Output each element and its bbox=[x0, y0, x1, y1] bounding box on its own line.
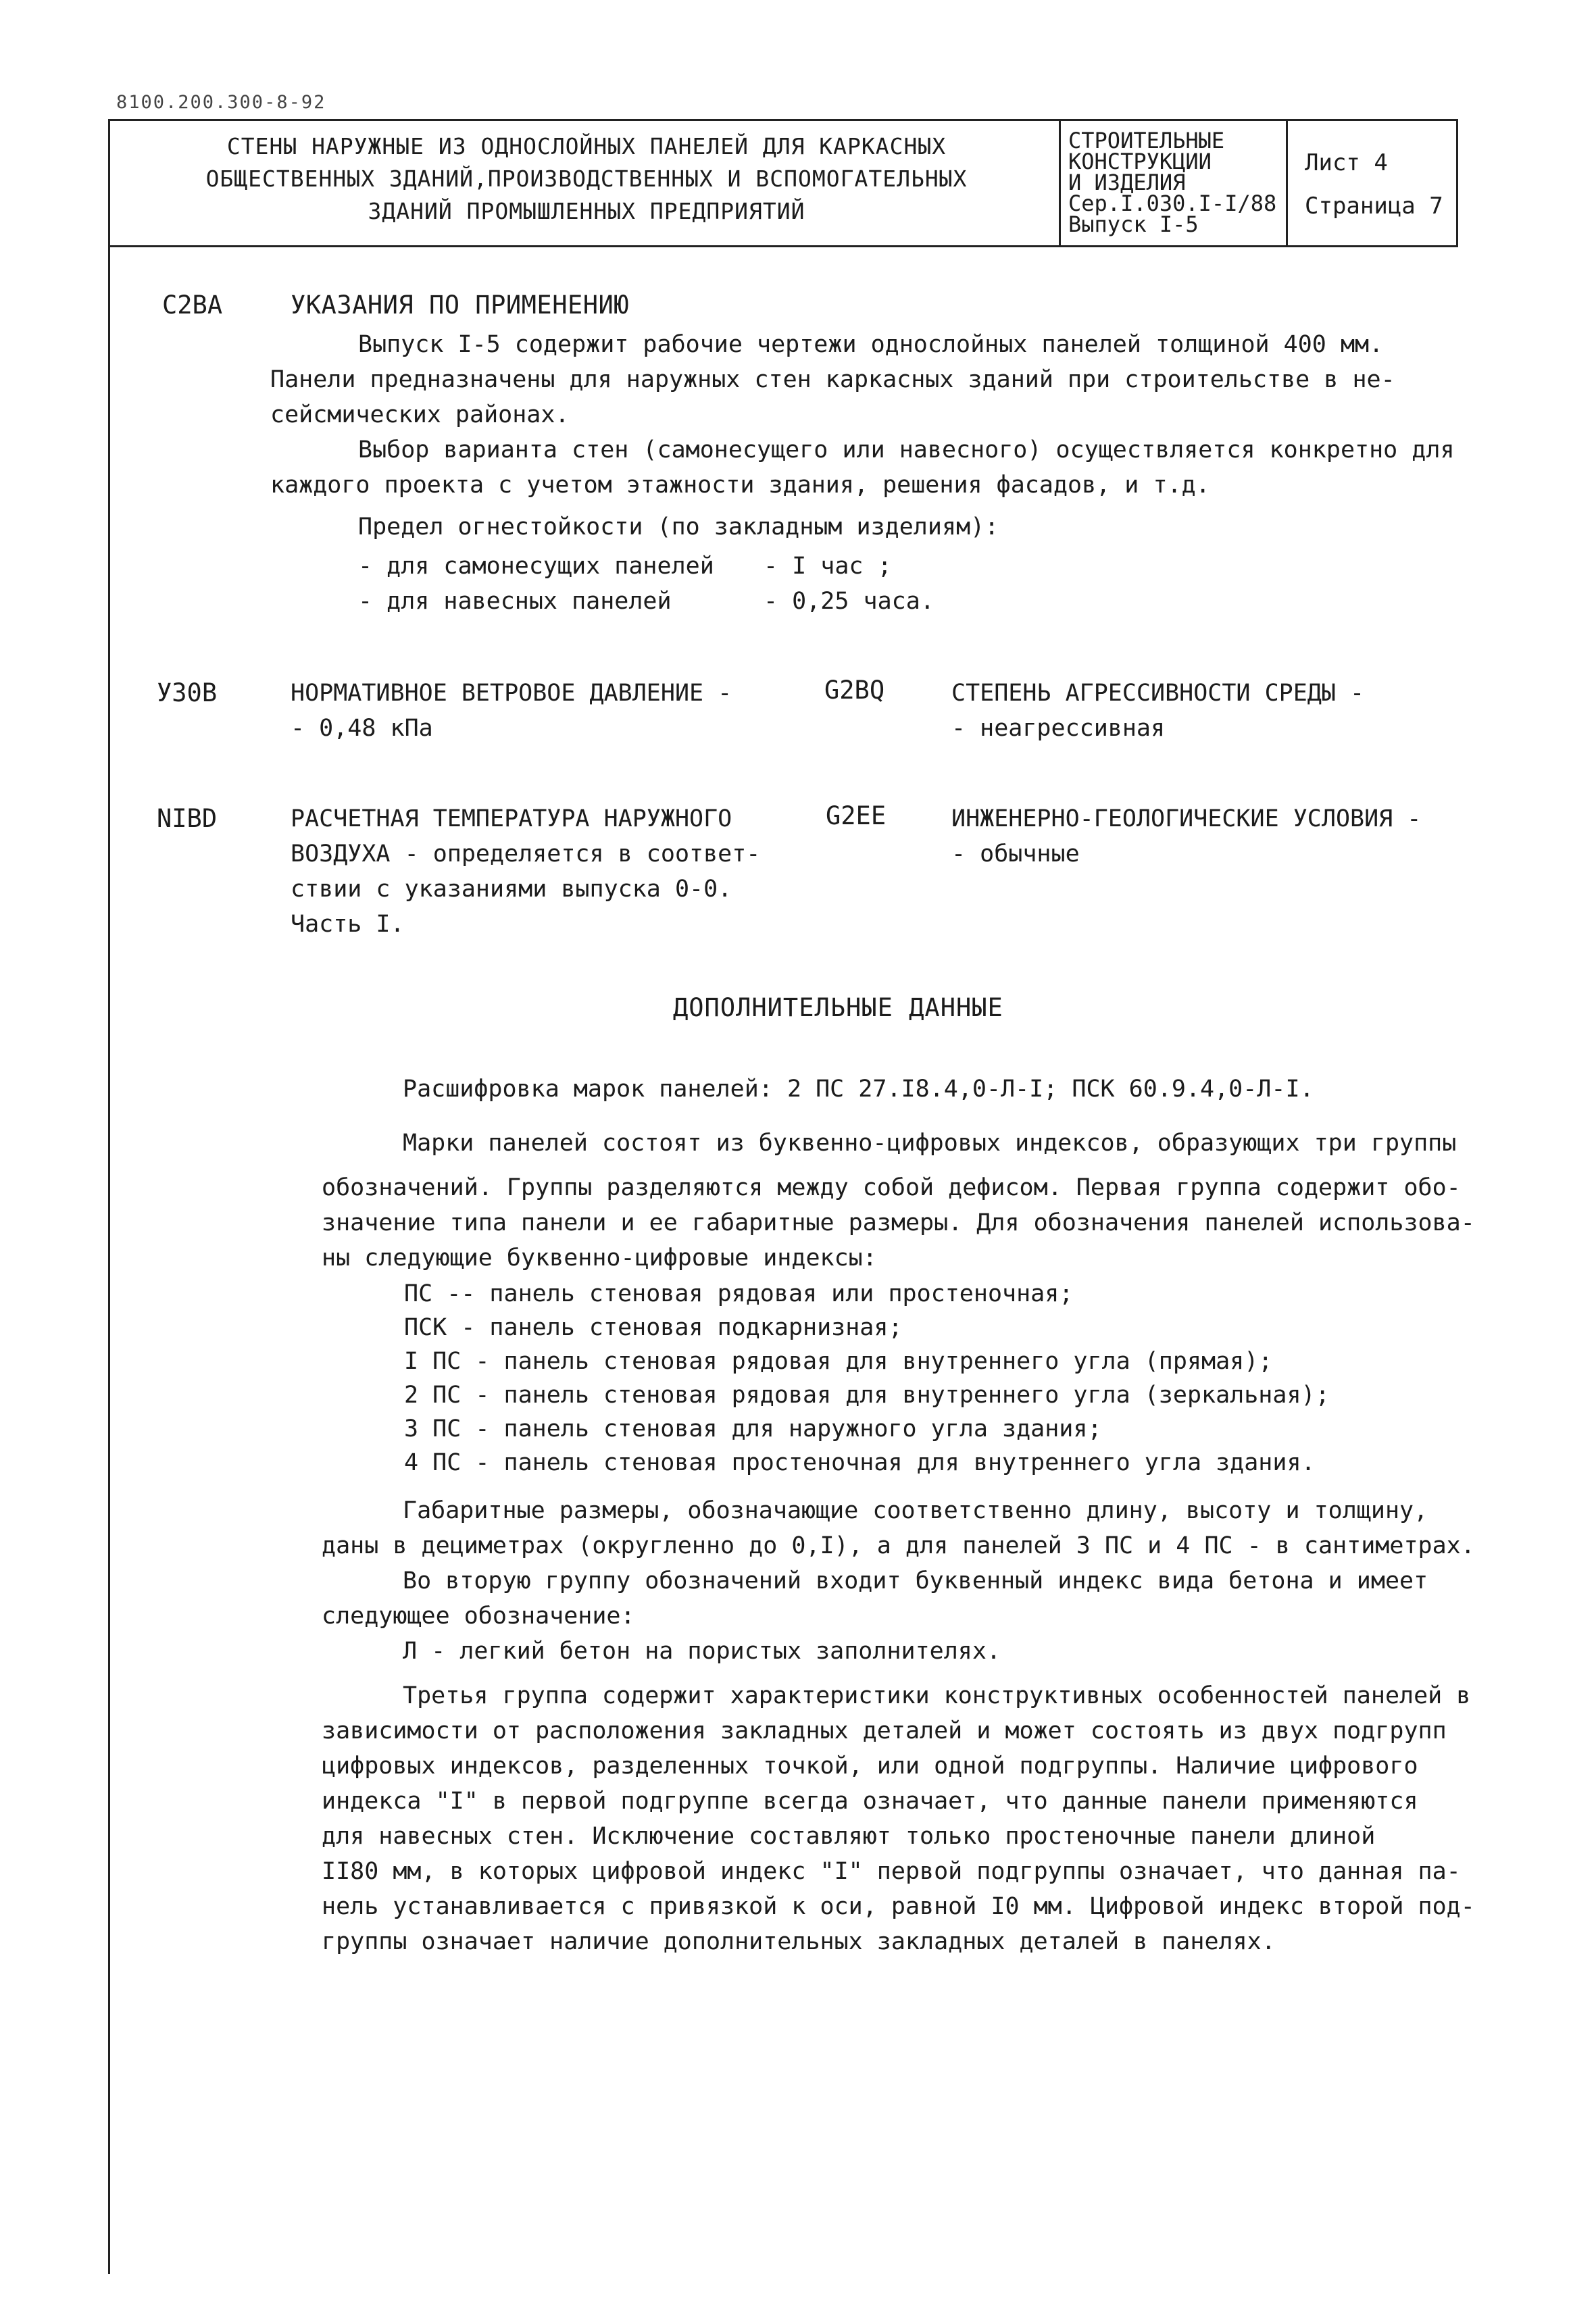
text-line: обозначений. Группы разделяются между собой дефисом. Первая группа содержит обо- bbox=[322, 1174, 1461, 1201]
condition-line: Часть I. bbox=[291, 911, 405, 938]
code-aggressiveness: G2BQ bbox=[824, 676, 885, 705]
code-application: С2ВА bbox=[162, 291, 223, 320]
fire-row-value: - 0,25 часа. bbox=[764, 588, 934, 615]
text-line: цифровых индексов, разделенных точкой, или одной подгруппы. Наличие цифрового bbox=[322, 1753, 1418, 1780]
stamp-divider bbox=[1059, 121, 1061, 245]
legend-item: ПС -- панель стеновая рядовая или простеночная; bbox=[404, 1280, 1074, 1307]
condition-line: НОРМАТИВНОЕ ВЕТРОВОЕ ДАВЛЕНИЕ - bbox=[291, 680, 732, 707]
stamp-series-line: Сер.I.030.I-I/88 bbox=[1068, 191, 1277, 216]
text-line: II80 мм, в которых цифровой индекс "I" первой подгруппы означает, что данная па- bbox=[322, 1858, 1461, 1885]
condition-line: - обычные bbox=[951, 840, 1080, 867]
legend-item: 4 ПС - панель стеновая простеночная для внутреннего угла здания. bbox=[404, 1449, 1316, 1476]
text-line: Предел огнестойкости (по закладным изделиям): bbox=[358, 513, 999, 540]
text-line: Выпуск I-5 содержит рабочие чертежи однослойных панелей толщиной 400 мм. bbox=[358, 331, 1384, 358]
stamp-title-line: СТЕНЫ НАРУЖНЫЕ ИЗ ОДНОСЛОЙНЫХ ПАНЕЛЕЙ ДЛЯ КАРКАСНЫХ bbox=[226, 133, 947, 159]
legend-item: ПСК - панель стеновая подкарнизная; bbox=[404, 1314, 903, 1341]
code-geology: G2EE bbox=[826, 801, 887, 830]
text-line: Габаритные размеры, обозначающие соответственно длину, высоту и толщину, bbox=[403, 1497, 1428, 1524]
title-stamp bbox=[108, 119, 1458, 247]
stamp-series-line: И ИЗДЕЛИЯ bbox=[1068, 170, 1186, 195]
text-line: группы означает наличие дополнительных закладных деталей в панелях. bbox=[322, 1928, 1276, 1955]
paragraph-dimensions bbox=[322, 1493, 1475, 1669]
page-number: Страница 7 bbox=[1305, 193, 1443, 220]
stamp-title-line: ЗДАНИЙ ПРОМЫШЛЕННЫХ ПРЕДПРИЯТИЙ bbox=[368, 198, 805, 224]
text-line: нель устанавливается с привязкой к оси, равной I0 мм. Цифровой индекс второй под- bbox=[322, 1893, 1475, 1920]
text-line: для навесных стен. Исключение составляют только простеночные панели длиной bbox=[322, 1823, 1376, 1850]
condition-line: - неагрессивная bbox=[951, 715, 1166, 742]
text-line: зависимости от расположения закладных деталей и может состоять из двух подгрупп bbox=[322, 1717, 1447, 1744]
fire-resistance-list bbox=[358, 549, 934, 619]
panel-mark-decoding: Расшифровка марок панелей: 2 ПС 27.I8.4,0-Л-I; ПСК 60.9.4,0-Л-I. bbox=[403, 1076, 1314, 1103]
document-code: 8100.200.300-8-92 bbox=[116, 92, 326, 113]
fire-row-label: - для самонесущих панелей bbox=[358, 553, 714, 580]
text-line: Л - легкий бетон на пористых заполнителях. bbox=[403, 1638, 1001, 1665]
legend-item: 2 ПС - панель стеновая рядовая для внутреннего угла (зеркальная); bbox=[404, 1382, 1330, 1409]
paragraph-mark-groups bbox=[322, 1126, 1475, 1276]
additional-data-title: ДОПОЛНИТЕЛЬНЫЕ ДАННЫЕ bbox=[673, 993, 1003, 1022]
condition-line: ИНЖЕНЕРНО-ГЕОЛОГИЧЕСКИЕ УСЛОВИЯ - bbox=[951, 805, 1422, 832]
text-line: Выбор варианта стен (самонесущего или навесного) осуществляется конкретно для bbox=[358, 436, 1455, 463]
text-line: индекса "I" в первой подгруппе всегда означает, что данные панели применяются bbox=[322, 1788, 1418, 1815]
fire-row bbox=[358, 549, 934, 584]
fire-row bbox=[358, 584, 934, 619]
condition-line: ВОЗДУХА - определяется в соответ- bbox=[291, 840, 761, 867]
condition-line: - 0,48 кПа bbox=[291, 715, 433, 742]
stamp-series-line: КОНСТРУКЦИИ bbox=[1068, 149, 1212, 174]
condition-line: РАСЧЕТНАЯ ТЕМПЕРАТУРА НАРУЖНОГО bbox=[291, 805, 732, 832]
code-wind: У30В bbox=[157, 678, 218, 707]
panel-type-legend bbox=[404, 1277, 1330, 1480]
text-line: Марки панелей состоят из буквенно-цифровых индексов, образующих три группы bbox=[403, 1130, 1457, 1157]
fire-row-value: - I час ; bbox=[764, 553, 892, 580]
text-line: ны следующие буквенно-цифровые индексы: bbox=[322, 1244, 877, 1272]
text-line: каждого проекта с учетом этажности здания, решения фасадов, и т.д. bbox=[270, 472, 1210, 499]
text-line: значение типа панели и ее габаритные размеры. Для обозначения панелей использова- bbox=[322, 1209, 1475, 1236]
text-line: даны в дециметрах (округленно до 0,I), а для панелей 3 ПС и 4 ПС - в сантиметрах. bbox=[322, 1532, 1475, 1559]
stamp-divider bbox=[1286, 121, 1288, 245]
fire-row-label: - для навесных панелей bbox=[358, 588, 672, 615]
stamp-series bbox=[1068, 130, 1285, 235]
text-line: Панели предназначены для наружных стен каркасных зданий при строительстве в не- bbox=[270, 366, 1395, 393]
legend-item: I ПС - панель стеновая рядовая для внутреннего угла (прямая); bbox=[404, 1348, 1273, 1375]
paragraph-embedded-parts bbox=[322, 1678, 1475, 1959]
environment-aggressiveness bbox=[951, 676, 1364, 746]
stamp-title-line: ОБЩЕСТВЕННЫХ ЗДАНИЙ,ПРОИЗВОДСТВЕННЫХ И ВСПОМОГАТЕЛЬНЫХ bbox=[205, 166, 968, 192]
condition-line: ствии с указаниями выпуска 0-0. bbox=[291, 876, 732, 903]
frame-left-border bbox=[108, 247, 110, 2274]
stamp-series-line: СТРОИТЕЛЬНЫЕ bbox=[1068, 128, 1225, 153]
wind-pressure bbox=[291, 676, 732, 746]
outdoor-temperature bbox=[291, 801, 760, 942]
application-heading: УКАЗАНИЯ ПО ПРИМЕНЕНИЮ bbox=[291, 291, 630, 320]
text-line: сейсмических районах. bbox=[270, 401, 570, 428]
text-line: Третья группа содержит характеристики конструктивных особенностей панелей в bbox=[403, 1682, 1471, 1709]
text-line: следующее обозначение: bbox=[322, 1603, 635, 1630]
stamp-title bbox=[124, 130, 1049, 228]
sheet-number: Лист 4 bbox=[1305, 149, 1388, 176]
application-text bbox=[270, 327, 1455, 545]
code-temperature: NIBD bbox=[157, 804, 218, 833]
stamp-series-line: Выпуск I-5 bbox=[1068, 211, 1199, 237]
condition-line: СТЕПЕНЬ АГРЕССИВНОСТИ СРЕДЫ - bbox=[951, 680, 1365, 707]
legend-item: 3 ПС - панель стеновая для наружного угла здания; bbox=[404, 1415, 1102, 1442]
text-line: Во вторую группу обозначений входит буквенный индекс вида бетона и имеет bbox=[403, 1567, 1428, 1594]
geological-conditions bbox=[951, 801, 1421, 872]
